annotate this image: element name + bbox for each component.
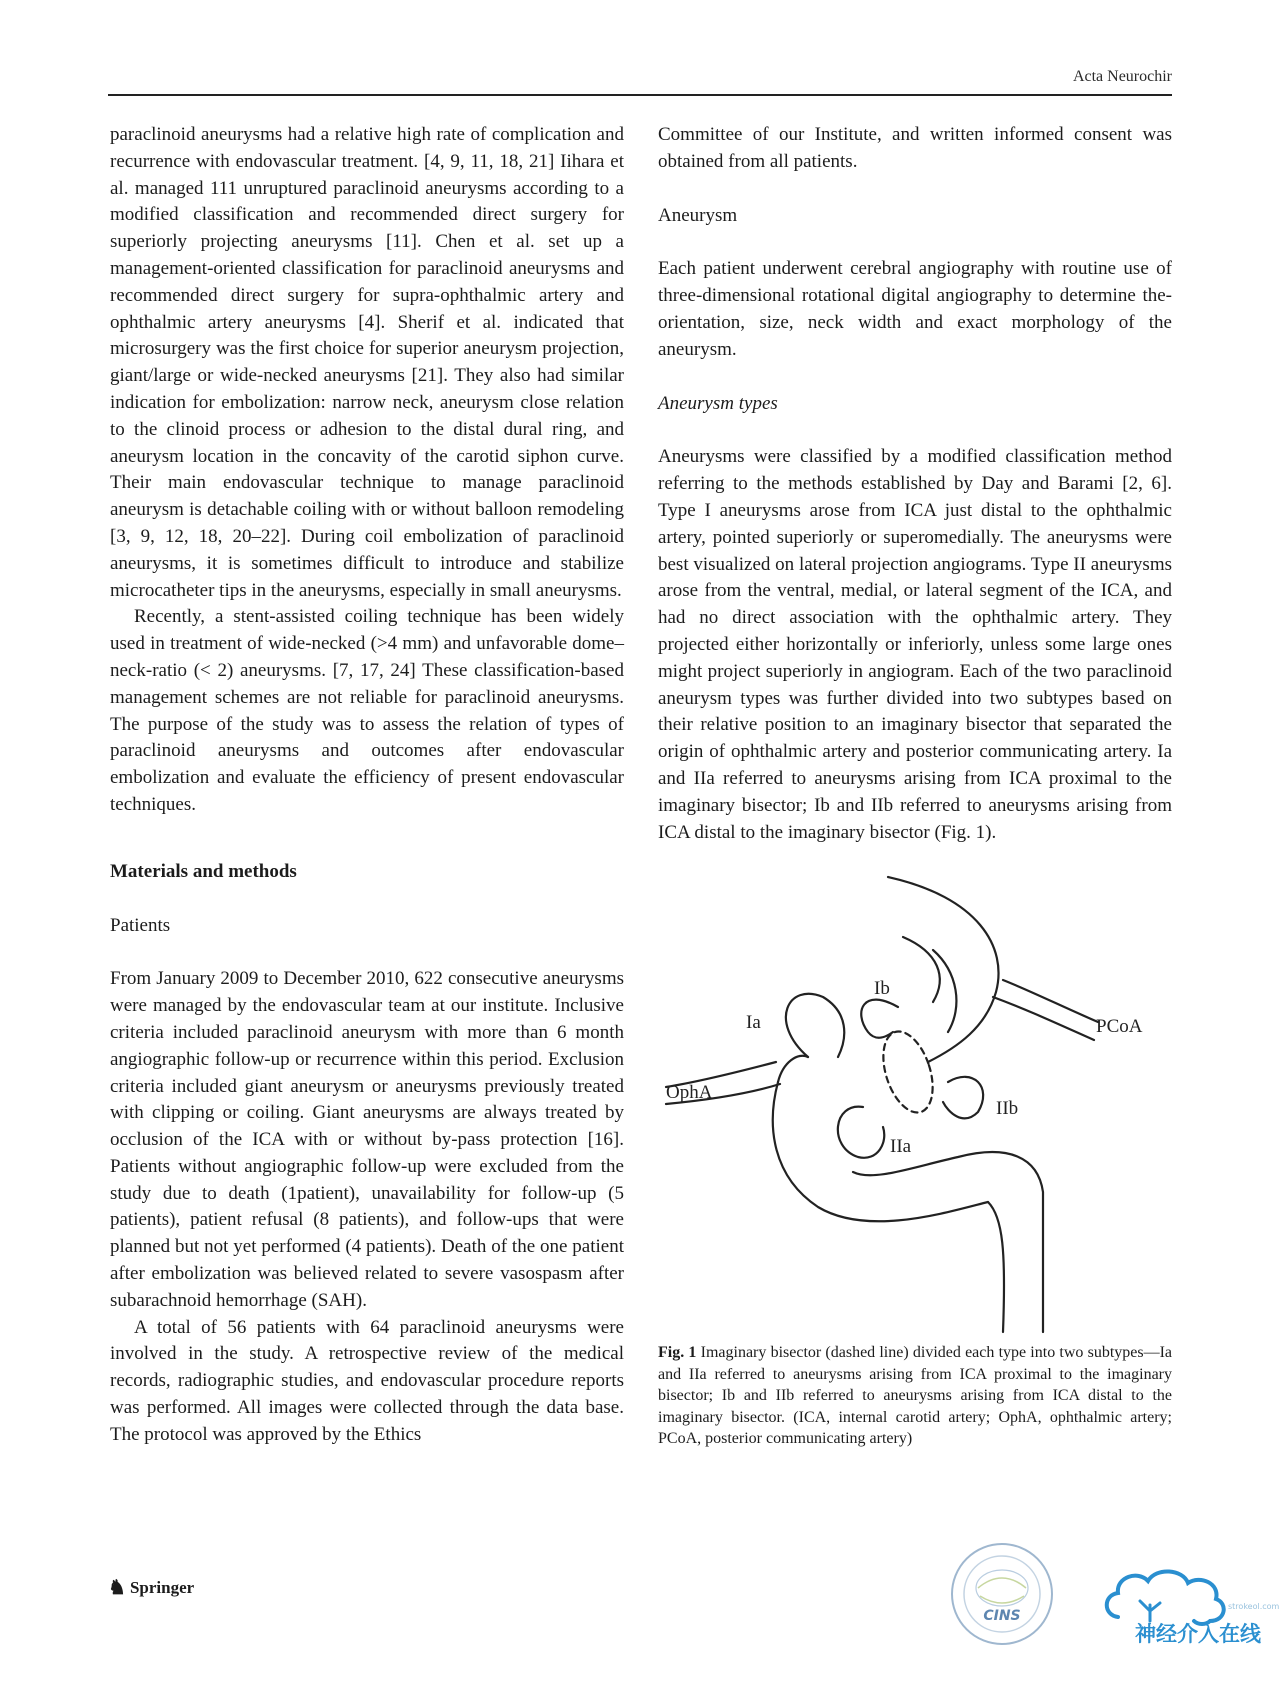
ia-aneurysm xyxy=(786,994,844,1057)
label-iia: IIa xyxy=(890,1136,912,1158)
body-paragraph: Each patient underwent cerebral angiography with routine use of three-dimensional rotational digital angiography to determine the-orientation, size, neck width and exact morphology of the aneurysm. xyxy=(658,258,1172,360)
figure-1-diagram xyxy=(658,872,1172,1342)
pcoa-lower-wall xyxy=(993,997,1094,1040)
ib-aneurysm xyxy=(861,1000,898,1038)
section-title: Materials and methods xyxy=(110,860,297,882)
figure-caption-text: Imaginary bisector (dashed line) divided each type into two subtypes—Ia and IIa referred to aneurysms arising from ICA proximal to the imaginary bisector; Ib and IIb referred to aneurysms arising from ICA distal to the imaginary bisector. (ICA, internal carotid artery; OphA, ophthalmic artery; PCoA, posterior communicating artery) xyxy=(658,1344,1173,1448)
label-iib: IIb xyxy=(996,1098,1019,1120)
body-paragraph: A total of 56 patients with 64 paraclinoid aneurysms were involved in the study. A retrospective review of the medical records, radiographic studies, and endovascular procedure reports was performed. All images were collected through the data base. The protocol was approved by the Ethics xyxy=(110,1316,624,1445)
label-opha: OphA xyxy=(666,1082,713,1104)
body-paragraph: From January 2009 to December 2010, 622 consecutive aneurysms were managed by the endovascular team at our institute. Inclusive criteria included paraclinoid aneurysm with more than 6 month angiographic follow-up or recurrence within this period. Exclusion criteria included giant aneurysm or aneurysms previously treated with clipping or coiling. Giant aneurysms are always treated by occlusion of the ICA with or without by-pass protection [16]. Patients without angiographic follow-up were excluded from the study due to death (1patient), unavailability for follow-up (5 patients), patient refusal (8 patients), and follow-ups that were planned but not yet performed (4 patients). Death of the one patient after embolization was believed related to severe vasospasm after subarachnoid hemorrhage (SAH). xyxy=(110,968,624,1311)
body-paragraph: Committee of our Institute, and written informed consent was obtained from all patients. xyxy=(658,124,1172,172)
springer-logo xyxy=(108,1575,194,1600)
site-url: strokeol.com xyxy=(1228,1602,1280,1611)
ica-inner-wall xyxy=(853,1152,1043,1332)
figure-caption xyxy=(658,1342,1172,1450)
imaginary-bisector xyxy=(874,1026,942,1119)
label-ib: Ib xyxy=(874,978,890,1000)
label-ia: Ia xyxy=(746,1012,761,1034)
ica-lower-wall xyxy=(773,1082,988,1221)
label-pcoa: PCoA xyxy=(1096,1016,1143,1038)
pcoa-upper-wall xyxy=(1003,980,1098,1022)
publisher-name: Springer xyxy=(129,1577,195,1597)
left-column xyxy=(110,122,624,1449)
body-paragraph: Aneurysms were classified by a modified classification method referring to the methods established by Day and Barami [2, 6]. Type I aneurysms arose from ICA just distal to the ophthalmic artery, pointed superiorly or superomedially. The aneurysms were best visualized on lateral projection angiograms. Type II aneurysms arose from the ventral, medial, or lateral segment of the ICA, and had no direct association with the ophthalmic artery. They projected either horizontally or inferiorly, unless some large ones might project superiorly in angiogram. Each of the two paraclinoid aneurysm types was further divided into two subtypes based on their relative position to an imaginary bisector that separated the origin of ophthalmic artery and posterior communicating artery. Ia and IIa referred to aneurysms arising from ICA proximal to the imaginary bisector; Ib and IIb referred to aneurysms arising from ICA distal to the imaginary bisector (Fig. 1). xyxy=(658,446,1172,843)
seal-text: CINS xyxy=(983,1608,1021,1624)
body-paragraph: paraclinoid aneurysms had a relative high rate of complication and recurrence with endovascular treatment. [4, 9, 11, 18, 21] Iihara et al. managed 111 unruptured paraclinoid aneurysms according to a modified classification and recommended direct surgery for superiorly projecting aneurysms [11]. Chen et al. set up a management-oriented classification for paraclinoid aneurysms and recommended direct surgery for supra-ophthalmic artery and ophthalmic artery aneurysms [4]. Sherif et al. indicated that microsurgery was the first choice for superior aneurysm projection, giant/large or wide-necked aneurysms [21]. They also had similar indication for embolization: narrow neck, aneurysm close relation to the clinoid process or adhesion to the distal dural ring, and aneurysm location in the concavity of the carotid siphon curve. Their main endovascular technique to manage paraclinoid aneurysm is detachable coiling with or without balloon remodeling [3, 9, 12, 18, 20–22]. During coil embolization of paraclinoid aneurysms, it is sometimes difficult to introduce and stabilize microcatheter tips in the aneurysms, especially in small aneurysms. xyxy=(110,124,624,601)
iia-aneurysm xyxy=(838,1107,884,1158)
right-column xyxy=(658,122,1172,1450)
cins-seal-icon xyxy=(948,1540,1056,1648)
springer-horse-icon: ♞ xyxy=(108,1577,126,1599)
ica-outer-wall xyxy=(888,877,999,1062)
running-head: Acta Neurochir xyxy=(1072,68,1172,85)
subsubsection-title: Aneurysm types xyxy=(658,392,778,414)
iib-aneurysm xyxy=(943,1077,983,1119)
body-paragraph: Recently, a stent-assisted coiling technique has been widely used in treatment of wide-necked (>4 mm) and unfavorable dome–neck-ratio (< 2) aneurysms. [7, 17, 24] These classification-based management schemes are not reliable for paraclinoid aneurysms. The purpose of the study was to assess the relation of types of paraclinoid aneurysms and outcomes after endovascular embolization and evaluate the efficiency of present endovascular techniques. xyxy=(110,606,624,815)
figure-caption-label: Fig. 1 xyxy=(658,1344,697,1362)
subsection-title: Aneurysm xyxy=(658,204,738,226)
header-rule xyxy=(108,94,1172,96)
site-logo-text: 神经介入在线 xyxy=(1135,1622,1261,1646)
subsection-title: Patients xyxy=(110,914,171,936)
